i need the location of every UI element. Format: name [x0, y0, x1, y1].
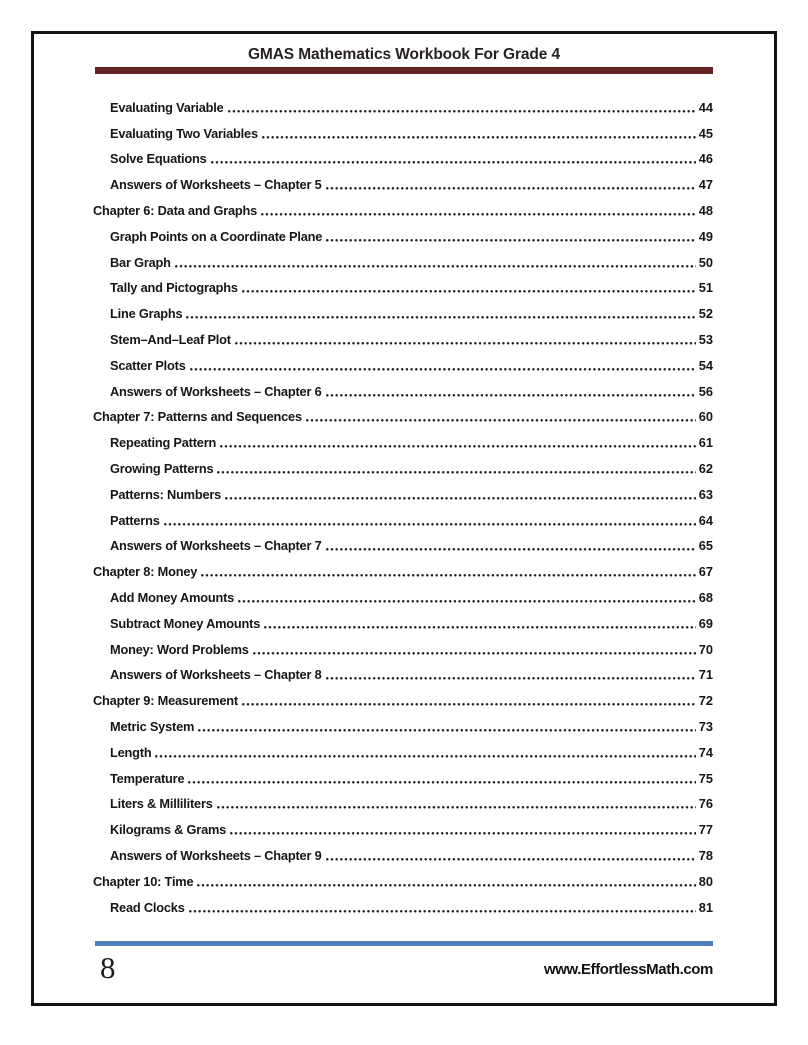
toc-entry [93, 400, 713, 426]
toc-entry-label: Stem–And–Leaf Plot [110, 331, 231, 347]
dotted-leader [326, 187, 696, 190]
toc-entry-page-number: 73 [698, 718, 713, 734]
toc-entry-label: Money: Word Problems [110, 641, 249, 657]
footer-page-number: 8 [100, 950, 116, 985]
toc-entry-label: Patterns [110, 512, 160, 528]
toc-entry-page-number: 62 [698, 460, 713, 476]
toc-entry-label: Liters & Milliliters [110, 796, 213, 812]
toc-entry-page-number: 68 [698, 589, 713, 605]
toc-entry-page-number: 80 [698, 873, 713, 889]
toc-entry-label: Answers of Worksheets – Chapter 6 [110, 383, 322, 399]
toc-entry-page-number: 65 [698, 538, 713, 554]
toc-entry [93, 787, 713, 813]
toc-entry-label: Evaluating Two Variables [110, 125, 258, 141]
toc-entry [93, 245, 713, 271]
toc-entry-page-number: 61 [698, 435, 713, 451]
toc-entry-page-number: 56 [698, 383, 713, 399]
dotted-leader [217, 806, 696, 809]
toc-entry-page-number: 69 [698, 615, 713, 631]
toc-entry-page-number: 53 [698, 331, 713, 347]
toc-entry-label: Temperature [110, 770, 185, 786]
page-header-title: GMAS Mathematics Workbook For Grade 4 [247, 46, 561, 63]
toc-entry [93, 554, 713, 580]
toc-entry-page-number: 63 [698, 486, 713, 502]
dotted-leader [261, 213, 696, 216]
dotted-leader [188, 781, 695, 784]
toc-entry-page-number: 72 [698, 693, 713, 709]
toc-entry-label: Solve Equations [110, 151, 207, 167]
dotted-leader [155, 755, 695, 758]
toc-entry-page-number: 67 [698, 564, 713, 580]
toc-entry-page-number: 76 [698, 796, 713, 812]
dotted-leader [164, 523, 696, 526]
toc-entry-label: Length [110, 744, 152, 760]
dotted-leader [253, 652, 696, 655]
toc-entry-label: Growing Patterns [110, 460, 214, 476]
toc-entry-label: Answers of Worksheets – Chapter 5 [110, 177, 322, 193]
toc-entry-label: Answers of Worksheets – Chapter 9 [110, 847, 322, 863]
toc-entry-page-number: 70 [698, 641, 713, 657]
toc-entry [93, 580, 713, 606]
toc-entry-page-number: 54 [698, 357, 713, 373]
toc-entry-page-number: 44 [698, 99, 713, 115]
toc-entry [93, 529, 713, 555]
dotted-leader [264, 626, 696, 629]
dotted-leader [190, 368, 696, 371]
dotted-leader [326, 858, 696, 861]
dotted-leader [235, 342, 696, 345]
dotted-leader [242, 290, 696, 293]
footer-rule [95, 941, 713, 946]
dotted-leader [201, 574, 696, 577]
dotted-leader [242, 703, 696, 706]
toc-entry-page-number: 50 [698, 254, 713, 270]
toc-entry [93, 451, 713, 477]
toc-entry-page-number: 52 [698, 306, 713, 322]
toc-entry-label: Read Clocks [110, 899, 185, 915]
toc-entry-label: Answers of Worksheets – Chapter 8 [110, 667, 322, 683]
toc-entry-label: Kilograms & Grams [110, 822, 227, 838]
toc-entry [93, 296, 713, 322]
toc-entry [93, 606, 713, 632]
toc-entry-page-number: 75 [698, 770, 713, 786]
dotted-leader [211, 161, 696, 164]
toc-entry-page-number: 60 [698, 409, 713, 425]
toc-entry [93, 890, 713, 916]
toc-entry [93, 503, 713, 529]
toc-entry [93, 425, 713, 451]
toc-entry [93, 374, 713, 400]
toc-entry [93, 219, 713, 245]
toc-entry-page-number: 51 [698, 280, 713, 296]
table-of-contents [93, 90, 713, 916]
dotted-leader [238, 600, 696, 603]
toc-entry [93, 477, 713, 503]
toc-entry-page-number: 46 [698, 151, 713, 167]
toc-entry [93, 735, 713, 761]
toc-entry-page-number: 78 [698, 847, 713, 863]
toc-entry [93, 348, 713, 374]
toc-entry-label: Chapter 10: Time [93, 873, 194, 889]
toc-entry [93, 709, 713, 735]
footer-website: www.EffortlessMath.com [543, 961, 713, 978]
dotted-leader [198, 729, 696, 732]
toc-entry-label: Line Graphs [110, 306, 183, 322]
toc-entry-label: Repeating Pattern [110, 435, 217, 451]
toc-entry-label: Patterns: Numbers [110, 486, 222, 502]
toc-entry [93, 683, 713, 709]
dotted-leader [186, 316, 695, 319]
toc-entry [93, 116, 713, 142]
toc-entry [93, 864, 713, 890]
toc-entry-label: Answers of Worksheets – Chapter 7 [110, 538, 322, 554]
toc-entry-label: Subtract Money Amounts [110, 615, 261, 631]
dotted-leader [197, 884, 695, 887]
toc-entry-label: Chapter 6: Data and Graphs [93, 202, 258, 218]
toc-entry-label: Tally and Pictographs [110, 280, 238, 296]
toc-entry [93, 271, 713, 297]
toc-entry-page-number: 45 [698, 125, 713, 141]
dotted-leader [326, 677, 696, 680]
dotted-leader [220, 445, 696, 448]
toc-entry-label: Metric System [110, 718, 195, 734]
toc-entry-label: Graph Points on a Coordinate Plane [110, 228, 323, 244]
toc-entry-page-number: 64 [698, 512, 713, 528]
toc-entry-label: Chapter 7: Patterns and Sequences [93, 409, 302, 425]
dotted-leader [230, 832, 696, 835]
toc-entry [93, 90, 713, 116]
dotted-leader [217, 471, 695, 474]
toc-entry [93, 838, 713, 864]
dotted-leader [228, 110, 696, 113]
toc-entry-label: Scatter Plots [110, 357, 186, 373]
dotted-leader [326, 548, 696, 551]
toc-entry-page-number: 71 [698, 667, 713, 683]
toc-entry [93, 142, 713, 168]
toc-entry [93, 761, 713, 787]
toc-entry-page-number: 74 [698, 744, 713, 760]
toc-entry-label: Bar Graph [110, 254, 171, 270]
dotted-leader [326, 394, 696, 397]
toc-entry [93, 167, 713, 193]
toc-entry-page-number: 47 [698, 177, 713, 193]
dotted-leader [225, 497, 696, 500]
toc-entry-page-number: 77 [698, 822, 713, 838]
header-rule [95, 67, 713, 74]
dotted-leader [189, 910, 696, 913]
toc-entry-page-number: 49 [698, 228, 713, 244]
toc-entry [93, 193, 713, 219]
toc-entry-label: Chapter 8: Money [93, 564, 198, 580]
toc-entry-page-number: 48 [698, 202, 713, 218]
dotted-leader [262, 136, 696, 139]
dotted-leader [326, 239, 696, 242]
toc-entry [93, 812, 713, 838]
toc-entry-label: Chapter 9: Measurement [93, 693, 238, 709]
toc-entry-page-number: 81 [698, 899, 713, 915]
toc-entry [93, 322, 713, 348]
toc-entry-label: Add Money Amounts [110, 589, 235, 605]
dotted-leader [306, 419, 696, 422]
toc-entry [93, 658, 713, 684]
dotted-leader [175, 265, 696, 268]
toc-entry [93, 632, 713, 658]
toc-entry-label: Evaluating Variable [110, 99, 224, 115]
